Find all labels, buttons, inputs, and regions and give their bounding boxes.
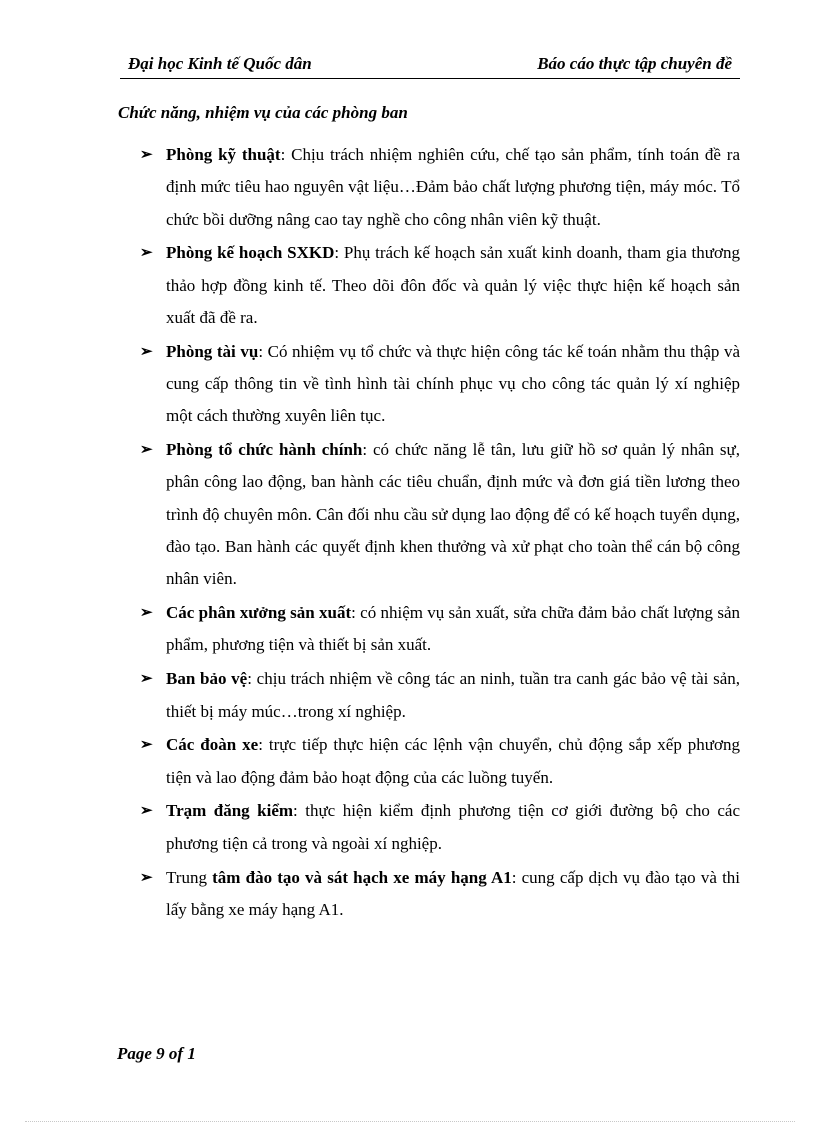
arrow-bullet-icon: ➢	[140, 245, 153, 262]
list-item	[140, 663, 740, 728]
item-heading: Ban bảo vệ	[166, 669, 248, 689]
item-heading: Phòng kỹ thuật	[166, 145, 281, 164]
page-bottom-divider	[25, 1121, 795, 1122]
item-text: : thực hiện kiểm định phương tiện cơ giới đường bộ cho các phương tiện cả trong và ngoài xí nghiệp.	[166, 801, 740, 853]
item-heading: Phòng tài vụ	[166, 341, 259, 361]
item-heading: Các đoàn xe	[166, 735, 259, 755]
item-text: : có chức năng lễ tân, lưu giữ hồ sơ quản lý nhân sự, phân công lao động, ban hành các tiêu chuẩn, định mức và đơn giá tiền lương theo trình độ chuyên môn. Cân đối nhu cầu sử dụng lao động để có kế hoạch tuyển dụng, đào tạo. Ban hành các quyết định khen thưởng và xử phạt cho toàn thể cán bộ công nhân viên.	[166, 440, 741, 589]
item-text: : Có nhiệm vụ tổ chức và thực hiện công tác kế toán nhằm thu thập và cung cấp thông tin về tình hình tài chính phục vụ cho công tác quản lý xí nghiệp một cách thường xuyên liên tục.	[166, 341, 741, 426]
list-item	[140, 729, 740, 794]
page-number: Page 9 of 1	[117, 1044, 196, 1063]
list-item	[140, 139, 740, 236]
arrow-bullet-icon: ➢	[140, 605, 153, 622]
arrow-bullet-icon: ➢	[140, 343, 153, 360]
list-item	[140, 336, 740, 433]
arrow-bullet-icon: ➢	[140, 737, 153, 754]
item-text: : chịu trách nhiệm về công tác an ninh, tuần tra canh gác bảo vệ tài sản, thiết bị máy múc…trong xí nghiệp.	[166, 669, 740, 721]
item-heading: Trạm đăng kiểm	[166, 801, 294, 821]
list-item	[140, 434, 740, 595]
arrow-bullet-icon: ➢	[140, 803, 153, 820]
arrow-bullet-icon: ➢	[140, 869, 153, 886]
header-report-title: Báo cáo thực tập chuyên đề	[537, 54, 732, 73]
item-text: : trực tiếp thực hiện các lệnh vận chuyển, chủ động sắp xếp phương tiện và lao động đảm bảo hoạt động của các luồng tuyến.	[166, 735, 741, 787]
list-item	[140, 237, 740, 334]
arrow-bullet-icon: ➢	[140, 147, 153, 163]
item-heading: Các phân xưởng sản xuất	[166, 603, 352, 623]
page-header	[120, 54, 740, 79]
arrow-bullet-icon: ➢	[140, 671, 153, 688]
header-university: Đại học Kinh tế Quốc dân	[128, 54, 312, 73]
list-item	[140, 862, 740, 927]
arrow-bullet-icon: ➢	[140, 442, 153, 459]
item-heading: Phòng kế hoạch SXKD	[166, 243, 335, 263]
item-heading: tâm đào tạo và sát hạch xe máy hạng A1	[212, 867, 512, 887]
list-item	[140, 597, 740, 662]
item-prefix: Trung	[166, 867, 213, 887]
item-text: : cung cấp dịch vụ đào tạo và thi lấy bằng xe máy hạng A1.	[166, 867, 741, 919]
list-item	[140, 795, 740, 860]
department-list	[140, 139, 740, 928]
item-text: : Phụ trách kế hoạch sản xuất kinh doanh, tham gia thương thảo hợp đồng kinh tế. Theo dõi đôn đốc và quản lý việc thực hiện kế hoạch sản xuất đã đề ra.	[166, 243, 740, 327]
item-text: : Chịu trách nhiệm nghiên cứu, chế tạo sản phẩm, tính toán đề ra định mức tiêu hao nguyên vật liệu…Đảm bảo chất lượng phương tiện, máy móc. Tổ chức bồi dưỡng nâng cao tay nghề cho công nhân viên kỹ thuật.	[166, 145, 740, 229]
item-heading: Phòng tổ chức hành chính	[166, 440, 363, 460]
section-title: Chức năng, nhiệm vụ của các phòng ban	[118, 103, 408, 122]
item-text: : có nhiệm vụ sản xuất, sửa chữa đảm bảo chất lượng sản phẩm, phương tiện và thiết bị sản xuất.	[166, 603, 740, 655]
